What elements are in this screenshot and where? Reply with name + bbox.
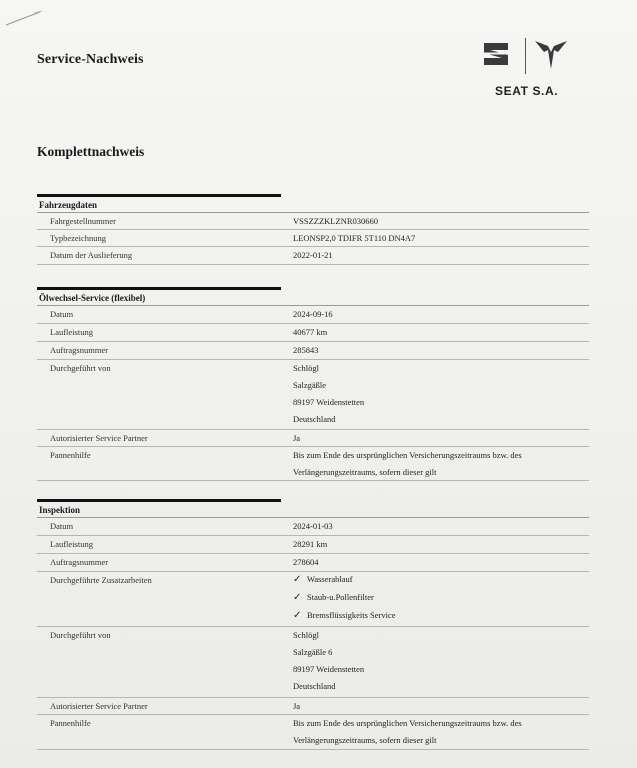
row-label: Auftragsnummer <box>50 345 109 355</box>
table-row <box>37 715 589 750</box>
table-row <box>37 554 589 572</box>
row-label: Typbezeichnung <box>50 233 107 243</box>
table-row <box>37 572 589 627</box>
row-value: 89197 Weidenstetten <box>293 397 365 407</box>
table-row <box>37 518 589 536</box>
extra-item: ✓ Bremsflüssigkeits Service <box>293 610 396 621</box>
logo-separator <box>525 38 526 74</box>
table-row <box>37 447 589 481</box>
row-label: Durchgeführte Zusatzarbeiten <box>50 575 152 585</box>
seat-logo-icon <box>482 42 510 66</box>
row-value: 2024-09-16 <box>293 309 333 319</box>
block-title: Inspektion <box>37 502 589 518</box>
row-value: 2022-01-21 <box>293 250 333 260</box>
row-label: Laufleistung <box>50 327 93 337</box>
table-row <box>37 213 589 230</box>
oil-service-block <box>37 287 589 481</box>
row-label: Autorisierter Service Partner <box>50 433 148 443</box>
row-value: Salzgäßle 6 <box>293 647 333 657</box>
brand-text: SEAT S.A. <box>495 84 559 98</box>
table-row <box>37 536 589 554</box>
table-row <box>37 230 589 247</box>
block-title: Ölwechsel-Service (flexibel) <box>37 290 589 306</box>
inspection-block <box>37 499 589 750</box>
row-value: Deutschland <box>293 414 336 424</box>
section-heading: Komplettnachweis <box>37 144 145 159</box>
row-label: Datum <box>50 521 74 531</box>
row-value: Ja <box>293 701 301 711</box>
row-value: Bis zum Ende des ursprünglichen Versicherungszeitraums bzw. des <box>293 450 522 460</box>
row-label: Fahrgestellnummer <box>50 216 116 226</box>
row-value: 278604 <box>293 557 319 567</box>
row-value: 89197 Weidenstetten <box>293 664 365 674</box>
pen-mark <box>4 9 44 29</box>
row-value: 28291 km <box>293 539 328 549</box>
doc-title: Service-Nachweis <box>37 52 144 67</box>
row-value: 40677 km <box>293 327 328 337</box>
table-row <box>37 360 589 430</box>
brand-logo <box>478 38 568 102</box>
row-label: Autorisierter Service Partner <box>50 701 148 711</box>
row-value: Ja <box>293 433 301 443</box>
row-label: Laufleistung <box>50 539 93 549</box>
extra-item: ✓ Wasserablauf <box>293 574 353 585</box>
row-label: Datum der Auslieferung <box>50 250 133 260</box>
check-icon: ✓ <box>293 592 302 603</box>
row-value: 2024-01-03 <box>293 521 333 531</box>
cupra-logo-icon <box>534 40 568 70</box>
table-row <box>37 324 589 342</box>
row-value: Deutschland <box>293 681 336 691</box>
table-row <box>37 698 589 715</box>
row-value: Verlängerungszeitraums, sofern dieser gilt <box>293 735 437 745</box>
row-label: Pannenhilfe <box>50 450 91 460</box>
row-value: Schlögl <box>293 630 319 640</box>
vehicle-data-block <box>37 194 589 265</box>
block-title: Fahrzeugdaten <box>37 197 589 213</box>
row-value: 285843 <box>293 345 319 355</box>
row-label: Durchgeführt von <box>50 630 111 640</box>
row-value: Bis zum Ende des ursprünglichen Versicherungszeitraums bzw. des <box>293 718 522 728</box>
table-row <box>37 306 589 324</box>
row-value: Schlögl <box>293 363 319 373</box>
row-label: Durchgeführt von <box>50 363 111 373</box>
row-label: Auftragsnummer <box>50 557 109 567</box>
row-value: Salzgäßle <box>293 380 327 390</box>
row-label: Pannenhilfe <box>50 718 91 728</box>
table-row <box>37 430 589 447</box>
row-value: Verlängerungszeitraums, sofern dieser gilt <box>293 467 437 477</box>
table-row <box>37 342 589 360</box>
row-value: LEONSP2,0 TDIFR 5T110 DN4A7 <box>293 233 416 243</box>
extra-item: ✓ Staub-u.Pollenfilter <box>293 592 374 603</box>
check-icon: ✓ <box>293 574 302 585</box>
row-label: Datum <box>50 309 74 319</box>
table-row <box>37 627 589 698</box>
check-icon: ✓ <box>293 610 302 621</box>
table-row <box>37 247 589 265</box>
row-value: VSSZZZKLZNR030660 <box>293 216 378 226</box>
